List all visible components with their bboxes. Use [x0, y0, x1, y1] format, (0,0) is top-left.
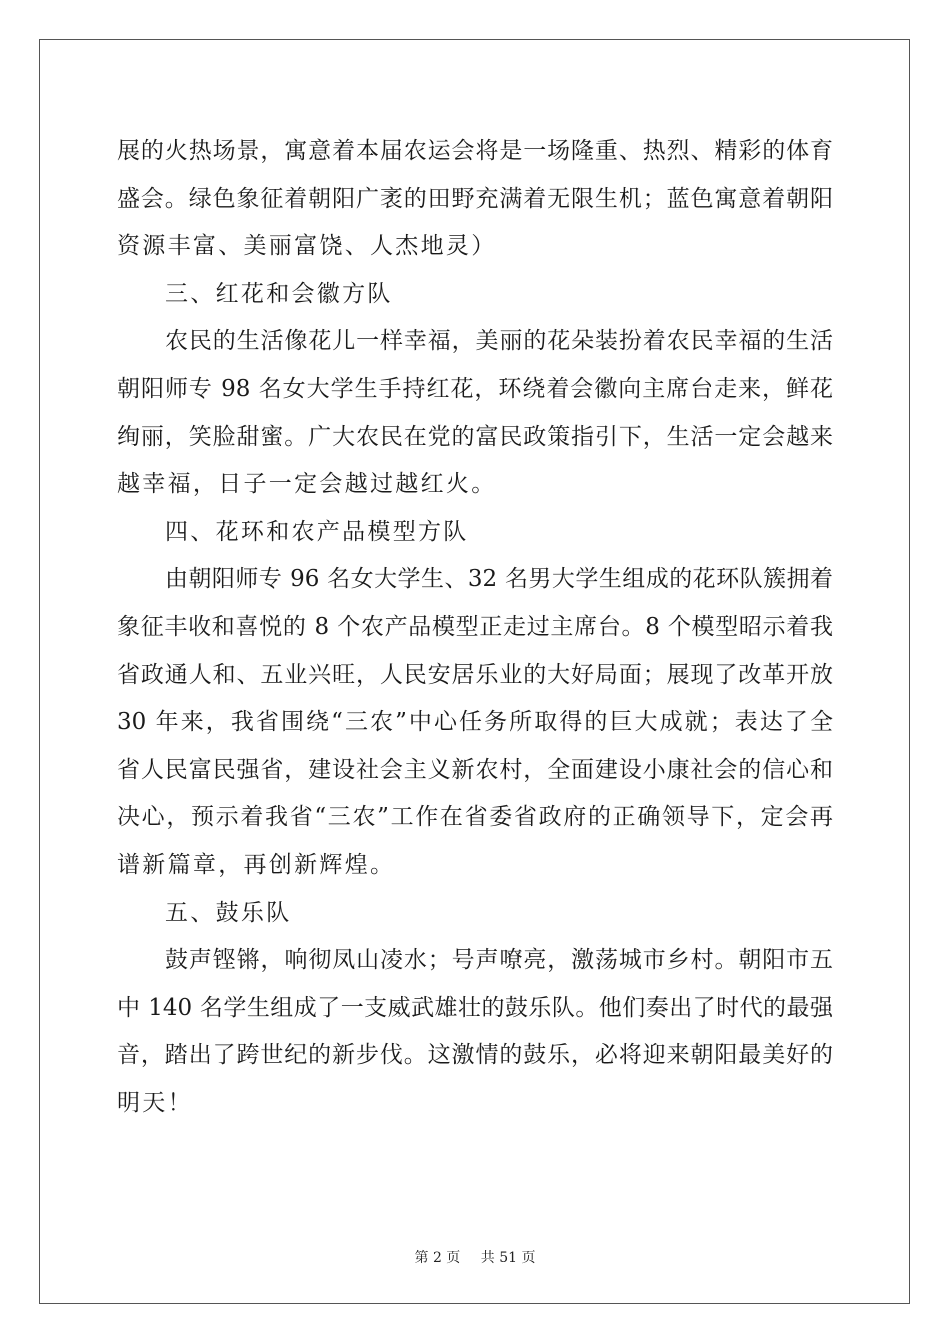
text-line: 展的火热场景，寓意着本届农运会将是一场隆重、热烈、精彩的体育 [117, 138, 833, 164]
text-line: 省政通人和、五业兴旺，人民安居乐业的大好局面；展现了改革开放 [117, 661, 833, 688]
text-line: 由朝阳师专 96 名女大学生、32 名男大学生组成的花环队簇拥着 [165, 566, 833, 593]
text-line: 农民的生活像花儿一样幸福，美丽的花朵装扮着农民幸福的生活 [165, 328, 833, 355]
text-line: 决心，预示着我省“三农”工作在省委省政府的正确领导下，定会再 [117, 804, 833, 831]
text-line: 四、花环和农产品模型方队 [165, 518, 469, 545]
text-line: 明天！ [117, 1089, 193, 1116]
page-total: 共 51 页 [480, 1250, 536, 1266]
text-line: 盛会。绿色象征着朝阳广袤的田野充满着无限生机；蓝色寓意着朝阳 [117, 185, 833, 212]
text-line: 谱新篇章，再创新辉煌。 [117, 851, 396, 878]
text-line: 省人民富民强省，建设社会主义新农村，全面建设小康社会的信心和 [117, 756, 833, 783]
text-line: 资源丰富、美丽富饶、人杰地灵） [117, 233, 497, 260]
text-line: 五、鼓乐队 [165, 899, 292, 926]
document-body [117, 128, 833, 1127]
text-line: 朝阳师专 98 名女大学生手持红花，环绕着会徽向主席台走来，鲜花 [117, 375, 833, 402]
page-number: 第 2 页 [414, 1250, 461, 1266]
text-line: 鼓声铿锵，响彻凤山凌水；号声嘹亮，激荡城市乡村。朝阳市五 [165, 947, 833, 974]
text-line: 音，踏出了跨世纪的新步伐。这激情的鼓乐，必将迎来朝阳最美好的 [117, 1042, 833, 1069]
page-footer [0, 1247, 950, 1267]
text-line: 绚丽，笑脸甜蜜。广大农民在党的富民政策指引下，生活一定会越来 [117, 423, 833, 450]
text-line: 30 年来，我省围绕“三农”中心任务所取得的巨大成就；表达了全 [117, 709, 833, 736]
text-line: 三、红花和会徽方队 [165, 280, 393, 307]
text-line: 象征丰收和喜悦的 8 个农产品模型正走过主席台。8 个模型昭示着我 [117, 613, 833, 640]
text-line: 越幸福，日子一定会越过越红火。 [117, 471, 497, 498]
text-line: 中 140 名学生组成了一支威武雄壮的鼓乐队。他们奏出了时代的最强 [117, 994, 833, 1021]
